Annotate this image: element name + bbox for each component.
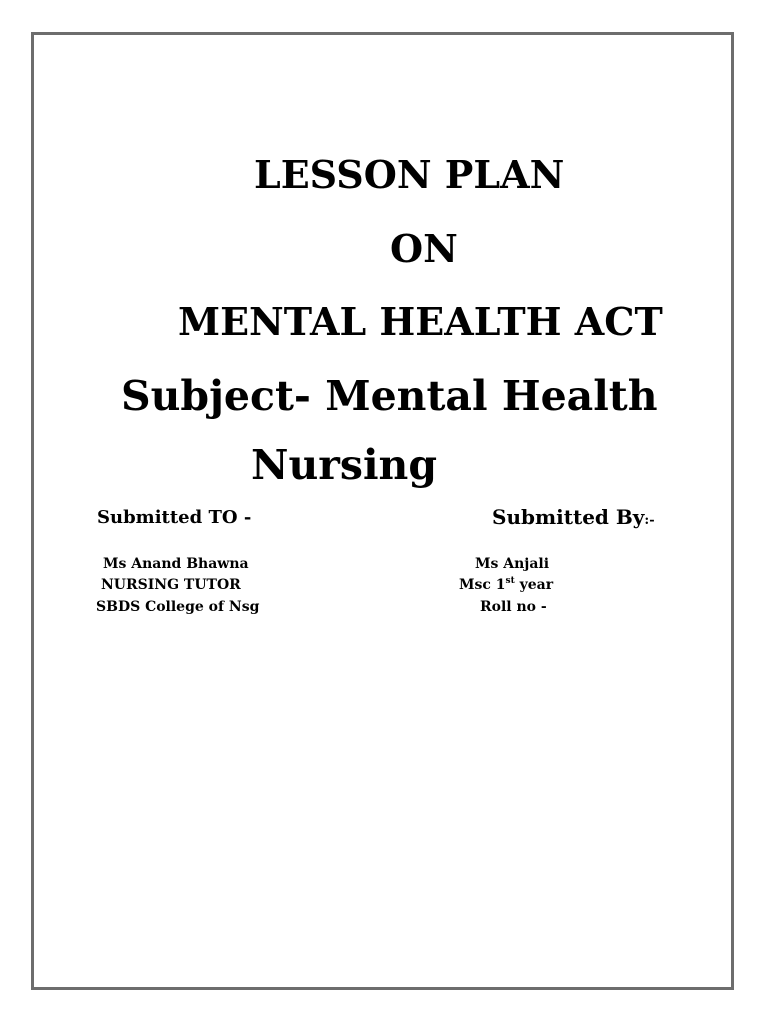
subject-line-1: Subject- Mental Health	[121, 372, 658, 420]
subject-line-2: Nursing	[251, 441, 438, 489]
submitted-by-course	[459, 578, 553, 592]
title-lesson-plan: LESSON PLAN	[254, 152, 565, 197]
submitted-by-roll: Roll no -	[480, 599, 547, 615]
submitted-by-label: Submitted By	[492, 505, 645, 529]
course-superscript: st	[505, 576, 515, 586]
submitted-to-designation: NURSING TUTOR	[101, 577, 241, 593]
title-mental-health-act: MENTAL HEALTH ACT	[178, 299, 663, 344]
submitted-to-institution: SBDS College of Nsg	[96, 599, 260, 615]
submitted-by-heading	[492, 507, 655, 527]
submitted-by-suffix: :-	[644, 513, 655, 528]
submitted-to-heading: Submitted TO -	[97, 507, 252, 528]
course-prefix: Msc 1	[459, 577, 506, 593]
submitted-by-name: Ms Anjali	[475, 556, 550, 572]
submitted-to-name: Ms Anand Bhawna	[103, 556, 249, 572]
title-on: ON	[390, 226, 458, 271]
course-suffix: year	[514, 577, 554, 593]
